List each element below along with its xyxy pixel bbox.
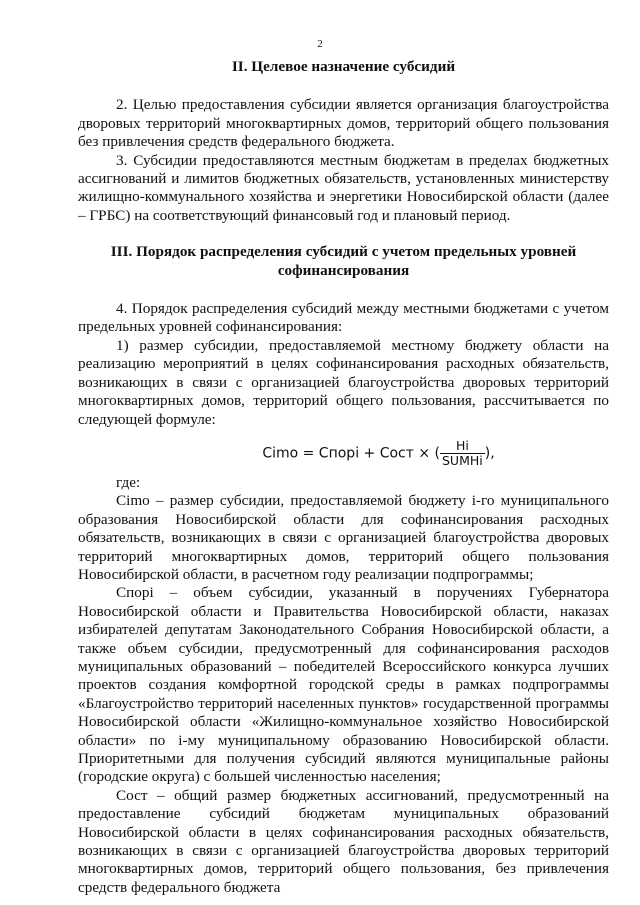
document-body bbox=[78, 58, 609, 897]
paragraph-4-1: 1) размер субсидии, предоставляемой местному бюджету области на реализацию мероприятий в целях софинансирования расходных обязательств, возникающих в связи с организацией благоустройства дворовых территорий многоквартирных домов, территорий общего пользования, рассчитывается по следующей формуле: bbox=[78, 336, 609, 428]
formula-numerator: Hi bbox=[440, 439, 485, 454]
formula-denominator: SUMHi bbox=[442, 452, 483, 468]
section-3-heading-line2: софинансирования bbox=[277, 261, 410, 279]
paragraph-3: 3. Субсидии предоставляются местным бюджетам в пределах бюджетных ассигнований и лимитов бюджетных обязательств, установленных министерству жилищно-коммунального хозяйства и энергетики Новосибирской области (далее – ГРБС) на соответствующий финансовый год и плановый период. bbox=[78, 151, 609, 224]
paragraph-2: 2. Целью предоставления субсидии является организация благоустройства дворовых территорий многоквартирных домов, территорий общего пользования без привлечения средств федерального бюджета. bbox=[78, 96, 609, 151]
section-3-heading bbox=[78, 243, 609, 280]
subsidy-formula bbox=[78, 439, 609, 468]
section-3-heading-line1: III. Порядок распределения субсидий с учетом предельных уровней bbox=[110, 243, 577, 261]
where-label: где: bbox=[116, 473, 141, 491]
definition-cpopi: Споpi – объем субсидии, указанный в поручениях Губернатора Новосибирской области и Правительства Новосибирской области, наказах избирателей депутатам Законодательного Собрания Новосибирской области, а также объем субсидии, предусмотренный для софинансирования расходов муниципальных образований – победителей Всероссийского конкурса лучших проектов создания комфортной городской среды в рамках подпрограммы «Благоустройство территорий населенных пунктов» государственной программы Новосибирской области «Жилищно-коммунальное хозяйство Новосибирской области» по i-му муниципальному образованию Новосибирской области. Приоритетными для получения субсидий являются муниципальные районы (городские округа) с большей численностью населения; bbox=[78, 584, 609, 786]
page-number: 2 bbox=[317, 38, 323, 50]
formula-lhs: Cimo = Cпоpi + Cост × ( bbox=[262, 445, 440, 462]
definition-cost: Сост – общий размер бюджетных ассигнований, предусмотренный на предоставление субсидий бюджетам муниципальных образований Новосибирской области в целях софинансирования расходных обязательств, возникающих в связи с организацией благоустройства дворовых территорий многоквартирных домов, территорий общего пользования, без привлечения средств федерального бюджета bbox=[78, 786, 609, 896]
formula-rhs: ), bbox=[484, 445, 495, 462]
paragraph-4: 4. Порядок распределения субсидий между местными бюджетами с учетом предельных уровней софинансирования: bbox=[78, 300, 609, 336]
definition-cimo: Cimo – размер субсидии, предоставляемой бюджету i-го муниципального образования Новосибирской области для софинансирования расходных обязательств, возникающих в связи с организацией благоустройства дворовых территорий многоквартирных домов, территорий общего пользования Новосибирской области, в расчетном году реализации подпрограммы; bbox=[78, 492, 609, 583]
section-2-heading: II. Целевое назначение субсидий bbox=[231, 58, 456, 75]
formula-fraction bbox=[440, 439, 485, 468]
